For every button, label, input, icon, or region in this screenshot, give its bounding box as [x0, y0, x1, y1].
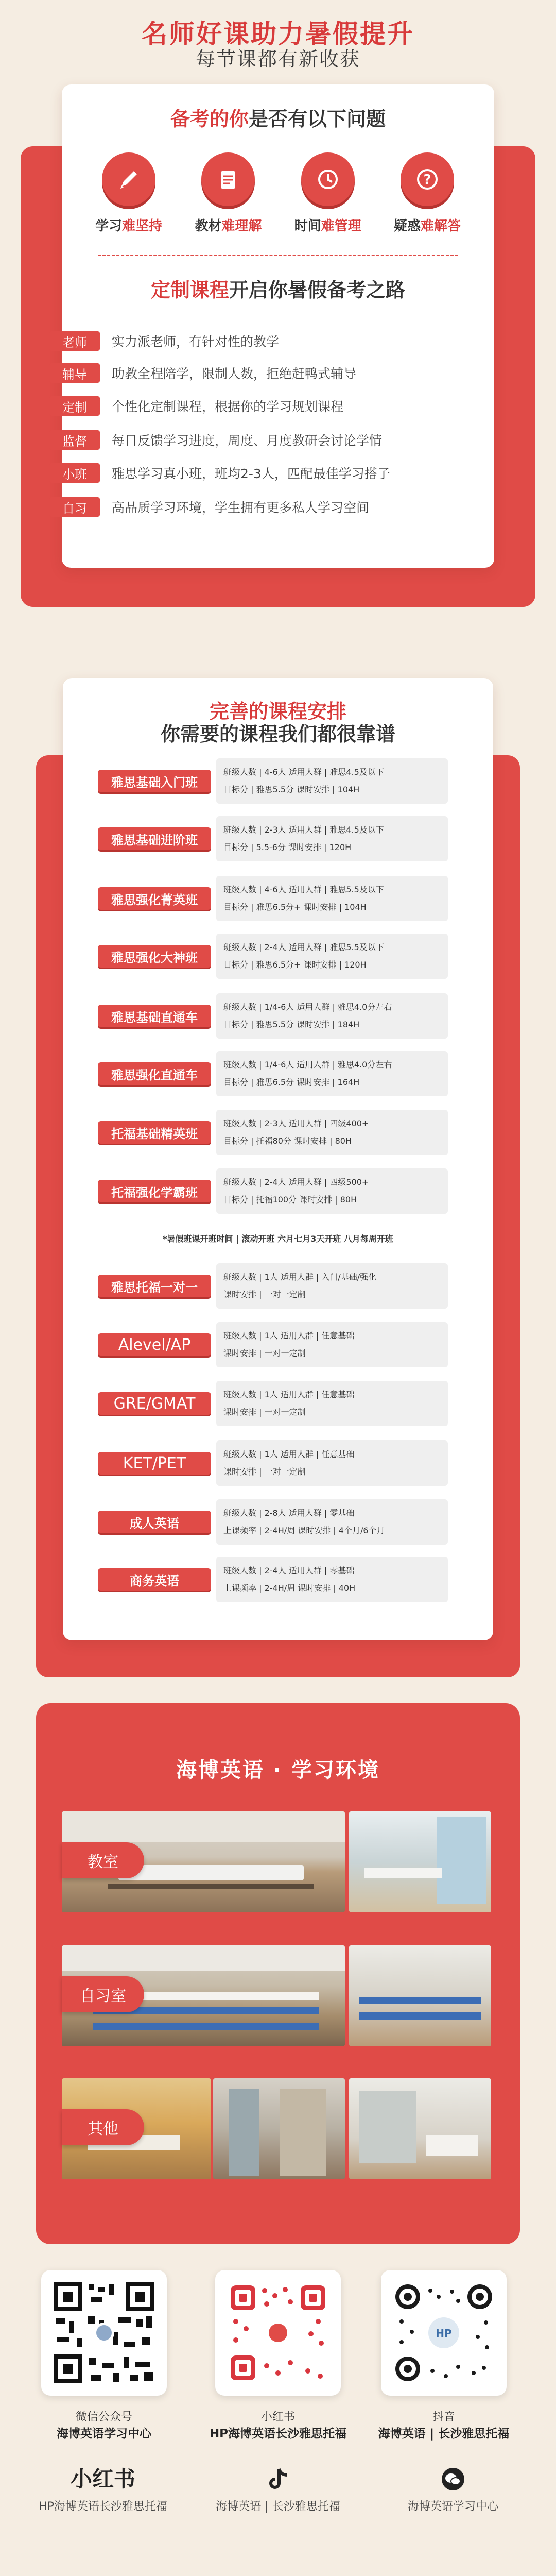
- studyroom-photo: [349, 1945, 491, 2046]
- other-photo: [213, 2078, 345, 2179]
- course-name: 雅思强化大神班: [98, 945, 211, 968]
- course-row: [98, 876, 448, 921]
- qr-code-icon: [381, 2270, 507, 2396]
- clock-icon: [301, 152, 355, 206]
- feature-text: 助教全程陪学，限制人数，拒绝赶鸭式辅导: [112, 366, 357, 381]
- course-info: 班级人数 | 1/4-6人 适用人群 | 雅思4.0分左右 目标分 | 雅思5.5分 课时安排 | 184H: [216, 993, 448, 1039]
- environment-title: 海博英语 · 学习环境: [176, 1758, 380, 1782]
- feature-tag: 自习: [49, 497, 100, 517]
- feature-tag: 定制: [49, 396, 100, 416]
- document-icon: [201, 152, 255, 206]
- feature-text: 实力派老师，有针对性的教学: [112, 334, 280, 349]
- feature-text: 每日反馈学习进度，周度、月度教研会讨论学情: [112, 433, 383, 448]
- label-other: 其他: [62, 2109, 144, 2145]
- course-name: KET/PET: [98, 1452, 211, 1475]
- qr-caption: 小红书 HP海博英语长沙雅思托福: [209, 2411, 347, 2441]
- qr-code-icon: [215, 2270, 341, 2396]
- brand-xiaohongshu[interactable]: [15, 2464, 190, 2514]
- course-name: 托福强化学霸班: [98, 1180, 211, 1202]
- page-title: 名师好课助力暑假提升: [142, 19, 414, 49]
- course-name: 商务英语: [98, 1568, 211, 1591]
- wechat-icon: [366, 2464, 541, 2495]
- course-row: [98, 934, 448, 979]
- brand-wechat[interactable]: [366, 2464, 541, 2514]
- feature-row: [49, 495, 502, 519]
- feature-row: [49, 428, 502, 452]
- feature-row: [49, 361, 502, 385]
- brand-text: 海博英语学习中心: [407, 2500, 498, 2513]
- course-name: 成人英语: [98, 1511, 211, 1533]
- course-info: 班级人数 | 4-6人 适用人群 | 雅思4.5及以下 目标分 | 雅思5.5分 课时安排 | 104H: [216, 758, 448, 804]
- courses-subtitle: 你需要的课程我们都很靠谱: [160, 723, 395, 745]
- douyin-icon: [190, 2464, 366, 2495]
- feature-text: 高品质学习环境，学生拥有更多私人学习空间: [112, 500, 370, 515]
- course-info: 班级人数 | 1人 适用人群 | 任意基础 课时安排 | 一对一定制: [216, 1440, 448, 1486]
- course-name: 雅思强化菁英班: [98, 887, 211, 910]
- svg-text:?: ?: [423, 172, 431, 188]
- course-row: [98, 993, 448, 1039]
- feature-row: [49, 461, 502, 485]
- course-row: [98, 1168, 448, 1214]
- course-row: [98, 1051, 448, 1096]
- qr-code-icon: [41, 2270, 167, 2396]
- qr-caption: 微信公众号 海博英语学习中心: [57, 2411, 151, 2441]
- course-row: [98, 1322, 448, 1367]
- label-classroom: 教室: [62, 1842, 144, 1878]
- course-info: 班级人数 | 1/4-6人 适用人群 | 雅思4.0分左右 目标分 | 雅思6.5分 课时安排 | 164H: [216, 1051, 448, 1096]
- feature-row: [49, 329, 502, 353]
- courses-title: 完善的课程安排: [209, 700, 346, 723]
- course-row: [98, 1499, 448, 1545]
- qr-douyin[interactable]: [381, 2270, 507, 2396]
- qr-wechat[interactable]: [41, 2270, 167, 2396]
- feature-tag: 小班: [49, 463, 100, 483]
- course-info: 班级人数 | 2-4人 适用人群 | 零基础 上课频率 | 2-4H/周 课时安排 | 40H: [216, 1557, 448, 1602]
- svg-text:HP: HP: [436, 2327, 452, 2340]
- course-name: 托福基础精英班: [98, 1121, 211, 1144]
- course-row: [98, 1110, 448, 1155]
- course-row: [98, 1557, 448, 1602]
- label-studyroom: 自习室: [62, 1976, 144, 2012]
- xiaohongshu-icon: 小红书: [70, 2466, 135, 2492]
- brand-douyin[interactable]: [190, 2464, 366, 2514]
- divider: [98, 255, 458, 256]
- question-icon: [401, 152, 454, 206]
- course-info: 班级人数 | 4-6人 适用人群 | 雅思5.5及以下 目标分 | 雅思6.5分+ 课时安排 | 104H: [216, 876, 448, 921]
- feature-row: [49, 394, 502, 418]
- classroom-photo: [349, 1811, 491, 1912]
- course-info: 班级人数 | 2-8人 适用人群 | 零基础 上课频率 | 2-4H/周 课时安排 | 4个月/6个月: [216, 1499, 448, 1545]
- course-row: [98, 1381, 448, 1426]
- feature-text: 个性化定制课程，根据你的学习规划课程: [112, 399, 344, 414]
- course-info: 班级人数 | 2-3人 适用人群 | 雅思4.5及以下 目标分 | 5.5-6分 课时安排 | 120H: [216, 816, 448, 861]
- course-name: 雅思托福一对一: [98, 1275, 211, 1297]
- problem-item: 时间难管理: [287, 152, 369, 234]
- course-name: 雅思基础进阶班: [98, 827, 211, 850]
- course-row: [98, 1263, 448, 1309]
- problem-list: [88, 152, 468, 234]
- qr-caption: 抖音 海博英语 | 长沙雅思托福: [378, 2411, 510, 2441]
- course-name: GRE/GMAT: [98, 1392, 211, 1415]
- course-info: 班级人数 | 2-4人 适用人群 | 四级500+ 目标分 | 托福100分 课时安排 | 80H: [216, 1168, 448, 1214]
- feature-tag: 辅导: [49, 363, 100, 383]
- course-info: 班级人数 | 1人 适用人群 | 任意基础 课时安排 | 一对一定制: [216, 1322, 448, 1367]
- custom-title: 定制课程开启你暑假备考之路: [150, 279, 406, 301]
- course-info: 班级人数 | 1人 适用人群 | 任意基础 课时安排 | 一对一定制: [216, 1381, 448, 1426]
- feature-text: 雅思学习真小班，班均2-3人，匹配最佳学习搭子: [112, 466, 390, 481]
- course-name: Alevel/AP: [98, 1333, 211, 1356]
- page-subtitle: 每节课都有新收获: [195, 48, 360, 71]
- course-info: 班级人数 | 2-4人 适用人群 | 雅思5.5及以下 目标分 | 雅思6.5分+ 课时安排 | 120H: [216, 934, 448, 979]
- course-row: [98, 758, 448, 804]
- course-info: 班级人数 | 1人 适用人群 | 入门/基础/强化 课时安排 | 一对一定制: [216, 1263, 448, 1309]
- problem-item: 教材难理解: [187, 152, 269, 234]
- qr-xiaohongshu[interactable]: [215, 2270, 341, 2396]
- problems-title: 备考的你是否有以下问题: [170, 108, 386, 130]
- problem-item: 学习难坚持: [88, 152, 170, 234]
- feature-tag: 老师: [49, 331, 100, 351]
- feature-tag: 监督: [49, 430, 100, 450]
- problem-item: ? 疑惑难解答: [386, 152, 468, 234]
- course-info: 班级人数 | 2-3人 适用人群 | 四级400+ 目标分 | 托福80分 课时安排 | 80H: [216, 1110, 448, 1155]
- brand-text: 海博英语 | 长沙雅思托福: [216, 2500, 340, 2513]
- pencil-icon: [102, 152, 155, 206]
- course-row: [98, 816, 448, 861]
- course-name: 雅思基础入门班: [98, 770, 211, 792]
- brand-text: HP海博英语长沙雅思托福: [39, 2500, 167, 2513]
- course-name: 雅思强化直通车: [98, 1062, 211, 1085]
- other-photo: [349, 2078, 491, 2179]
- schedule-note: *暑假班课开班时间 | 滚动开班 六月七月3天开班 八月每周开班: [163, 1234, 393, 1244]
- course-row: [98, 1440, 448, 1486]
- course-name: 雅思基础直通车: [98, 1005, 211, 1027]
